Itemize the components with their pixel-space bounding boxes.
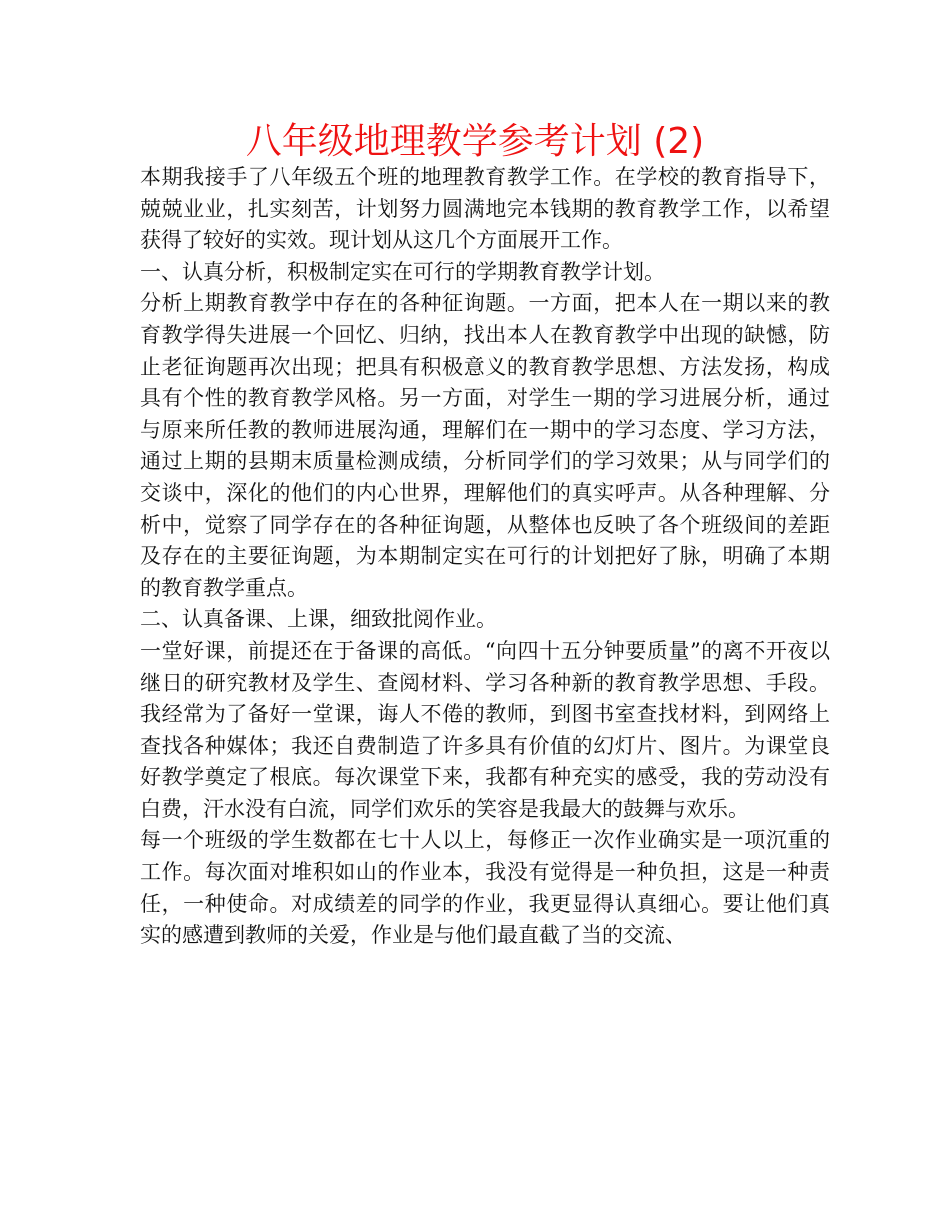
paragraph-analysis: 分析上期教育教学中存在的各种征询题。一方面，把本人在一期以来的教育教学得失进展一个回忆、归纳，找出本人在教育教学中出现的缺憾，防止老征询题再次出现；把具有积极意义的教育教学思想、方法发扬，构成具有个性的教育教学风格。另一方面，对学生一期的学习进展分析，通过与原来所任教的教师进展沟通，理解们在一期中的学习态度、学习方法，通过上期的县期末质量检测成绩，分析同学们的学习效果；从与同学们的交谈中，深化的他们的内心世界，理解他们的真实呼声。从各种理解、分析中，觉察了同学存在的各种征询题，从整体也反映了各个班级间的差距及存在的主要征询题，为本期制定实在可行的计划把好了脉，明确了本期的教育教学重点。 bbox=[140, 291, 830, 600]
paragraph-lesson-prep: 一堂好课，前提还在于备课的高低。“向四十五分钟要质量”的离不开夜以继日的研究教材及学生、查阅材料、学习各种新的教育教学思想、手段。我经常为了备好一堂课，诲人不倦的教师，到图书室查找材料，到网络上查找各种媒体；我还自费制造了许多具有价值的幻灯片、图片。为课堂良好教学奠定了根底。每次课堂下来，我都有种充实的感受，我的劳动没有白费，汗水没有白流，同学们欢乐的笑容是我最大的鼓舞与欢乐。 bbox=[140, 638, 830, 821]
paragraph-intro: 本期我接手了八年级五个班的地理教育教学工作。在学校的教育指导下，兢兢业业，扎实刻苦，计划努力圆满地完本钱期的教育教学工作，以希望获得了较好的实效。现计划从这几个方面展开工作。 bbox=[140, 165, 830, 253]
page-title: 八年级地理教学参考计划 (2) bbox=[245, 121, 705, 162]
paragraph-homework: 每一个班级的学生数都在七十人以上，每修正一次作业确实是一项沉重的工作。每次面对堆积如山的作业本，我没有觉得是一种负担，这是一种责任，一种使命。对成绩差的同学的作业，我更显得认真细心。要让他们真实的感遭到教师的关爱，作业是与他们最直截了当的交流、 bbox=[140, 828, 830, 948]
section-heading-1: 一、认真分析，积极制定实在可行的学期教育教学计划。 bbox=[140, 259, 665, 284]
section-heading-2: 二、认真备课、上课，细致批阅作业。 bbox=[140, 607, 497, 632]
document-body bbox=[140, 162, 830, 952]
